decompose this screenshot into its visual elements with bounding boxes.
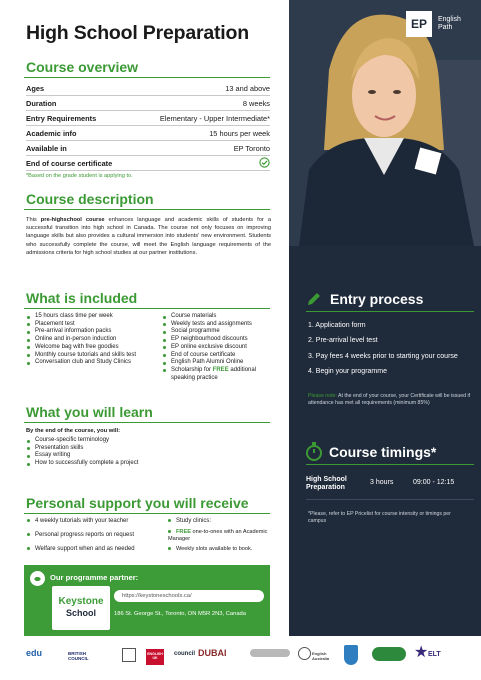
- keystone-logo-bottom: School: [65, 608, 96, 618]
- ep-brand-text: [438, 16, 461, 32]
- logo-english-australia: English Australia: [312, 651, 330, 661]
- logo-british-council: BRITISH COUNCIL: [68, 651, 89, 661]
- desc-bold: pre-highschool course: [40, 217, 105, 223]
- timings-note: *Please, refer to EP Pricelist for course intensity or timings per campus: [308, 511, 451, 524]
- star-badge-icon: ★: [414, 644, 429, 661]
- list-item: EP neighbourhood discounts: [162, 336, 274, 344]
- overview-row-duration: [26, 96, 270, 111]
- list-item: Online and in-person induction: [26, 336, 158, 344]
- bullet-dot: [27, 533, 30, 536]
- scholarship-pre: Scholarship for: [171, 366, 213, 373]
- handshake-icon: [30, 571, 45, 586]
- support-text: Weekly slots available to book.: [176, 546, 253, 552]
- brand-line2: Path: [437, 24, 453, 31]
- keystone-logo-top: Keystone: [58, 596, 104, 607]
- list-item: EP online exclusive discount: [162, 344, 274, 352]
- ep-mark: EP: [406, 11, 432, 37]
- bullet-dot: [168, 547, 171, 550]
- overview-row-available: [26, 141, 270, 156]
- list-item: Welcome bag with free goodies: [26, 344, 158, 352]
- globe-icon: [298, 647, 311, 660]
- list-item: Course-specific terminology: [26, 437, 226, 445]
- list-item: Pre-arrival information packs: [26, 328, 158, 336]
- brand-line1: English: [437, 16, 461, 23]
- description-rule: [24, 209, 270, 210]
- bullet-dot: [168, 519, 171, 522]
- right-column: [289, 0, 481, 636]
- free-label: FREE: [176, 529, 191, 535]
- entry-steps: [308, 318, 473, 380]
- timing-time: 09:00 - 12:15: [413, 479, 455, 486]
- support-item: [168, 517, 211, 525]
- row-key: End of course certificate: [26, 159, 113, 168]
- logo-council: council: [174, 651, 196, 657]
- included-rule: [24, 308, 270, 309]
- list-item: Presentation skills: [26, 445, 226, 453]
- row-value: 13 and above: [225, 84, 270, 93]
- overview-rule: [24, 77, 270, 78]
- included-list-1: [26, 313, 158, 367]
- list-item: Monthly course tutorials and skills test: [26, 352, 158, 360]
- keystone-logo: [52, 586, 110, 630]
- accreditation-footer: [0, 636, 481, 680]
- learn-rule: [24, 422, 270, 423]
- learn-intro: By the end of the course, you will:: [26, 428, 121, 434]
- overview-row-ages: [26, 81, 270, 96]
- list-item: Essay writing: [26, 452, 226, 460]
- support-rule: [24, 513, 270, 514]
- entry-step: 1. Application form: [308, 322, 366, 329]
- row-key: Entry Requirements: [26, 114, 97, 123]
- entry-step: 3. Pay fees 4 weeks prior to starting your course: [308, 352, 458, 360]
- note-label: Please note:: [308, 393, 337, 399]
- partner-title: Our programme partner:: [50, 573, 139, 582]
- logo-edu: edu: [26, 648, 43, 658]
- support-item: [168, 545, 252, 553]
- pencil-icon: [306, 291, 322, 312]
- entry-step: 2. Pre-arrival level test: [308, 337, 378, 345]
- support-item: [27, 531, 134, 539]
- learn-heading: What you will learn: [26, 404, 153, 420]
- crest-icon: [372, 647, 406, 661]
- timing-course: High School Preparation: [306, 476, 347, 491]
- logo-dubai: DUBAI: [198, 648, 227, 658]
- list-item: Placement test: [26, 321, 158, 329]
- list-item: Course materials: [162, 313, 274, 321]
- seal-icon: [122, 648, 136, 662]
- row-value: 8 weeks: [242, 99, 270, 108]
- support-text: one-to-ones with an Academic Manager: [168, 529, 268, 542]
- accreditation-seal-icon: [250, 649, 290, 657]
- description-text: [26, 216, 271, 257]
- list-item: End of course certificate: [162, 352, 274, 360]
- overview-row-certificate: [26, 156, 270, 171]
- list-item-scholarship: [162, 367, 274, 382]
- stopwatch-icon: [305, 442, 323, 466]
- timings-row: [306, 474, 471, 496]
- timings-rule-bottom: [306, 499, 474, 500]
- timing-hours: 3 hours: [370, 479, 394, 486]
- note-text: At the end of your course, your Certificate will be issued if attendance has met all requirements (minimum 85%): [308, 393, 471, 406]
- support-item: [27, 545, 135, 553]
- logo-elt: ELT: [428, 651, 441, 658]
- scholarship-post: additional speaking practice: [171, 366, 257, 381]
- support-heading: Personal support you will receive: [26, 495, 249, 511]
- partner-address: 186 St. George St., Toronto, ON M5R 2N3, Canada: [114, 611, 247, 617]
- row-key: Duration: [26, 99, 57, 108]
- ep-brand-logo: [406, 11, 461, 37]
- entry-note: [308, 393, 476, 407]
- list-item: 15 hours class time per week: [26, 313, 158, 321]
- list-item: Social programme: [162, 328, 274, 336]
- bullet-dot: [168, 530, 171, 533]
- support-item: [27, 517, 128, 525]
- entry-step: 4. Begin your programme: [308, 368, 387, 376]
- scholarship-free: FREE: [212, 366, 229, 373]
- row-key: Ages: [26, 84, 45, 93]
- support-text: 4 weekly tutorials with your teacher: [35, 518, 129, 524]
- overview-heading: Course overview: [26, 59, 139, 75]
- included-list-2: [162, 313, 274, 382]
- shield-badge-icon: [344, 645, 358, 665]
- timings-rule: [306, 464, 474, 465]
- desc-body: enhances language and academic skills of students for a successful transition into high school in Canada. The course not only focuses on improving language skills but also provides a cultural immersion into students' new environment. Students who successfully complete the course, will meet the English language requirements of the admissions criteria for high school studies at our partner institutions.: [26, 217, 271, 256]
- list-item: English Path Alumni Online: [162, 359, 274, 367]
- description-heading: Course description: [26, 191, 154, 207]
- overview-row-academic: [26, 126, 270, 141]
- row-value: Elementary - Upper Intermediate*: [159, 114, 270, 123]
- support-text: Personal progress reports on request: [35, 532, 135, 538]
- learn-list: [26, 437, 226, 468]
- list-item: How to successfully complete a project: [26, 460, 226, 468]
- list-item: Conversation club and Study Clinics: [26, 359, 158, 367]
- bullet-dot: [27, 519, 30, 522]
- timings-heading: Course timings*: [329, 444, 437, 460]
- desc-prefix: This: [26, 217, 41, 223]
- entry-rule: [306, 311, 474, 312]
- row-value: EP Toronto: [233, 144, 270, 153]
- included-heading: What is included: [26, 290, 138, 306]
- support-text: Study clinics:: [176, 518, 212, 524]
- page-title: High School Preparation: [26, 22, 249, 44]
- list-item: Weekly tests and assignments: [162, 321, 274, 329]
- row-key: Available in: [26, 144, 67, 153]
- check-circle-icon: [259, 157, 270, 170]
- partner-box: [24, 565, 270, 636]
- overview-note: *Based on the grade student is applying to.: [26, 173, 133, 179]
- row-key: Academic info: [26, 129, 77, 138]
- entry-heading: Entry process: [330, 291, 424, 307]
- support-text: Welfare support when and as needed: [35, 546, 135, 552]
- support-item: [168, 529, 268, 543]
- bullet-dot: [27, 547, 30, 550]
- overview-row-entry: [26, 111, 270, 126]
- logo-english-uk: ENGLISH UK: [146, 649, 164, 665]
- row-value: 15 hours per week: [209, 129, 270, 138]
- partner-url[interactable]: https://keystoneschools.ca/: [114, 590, 264, 602]
